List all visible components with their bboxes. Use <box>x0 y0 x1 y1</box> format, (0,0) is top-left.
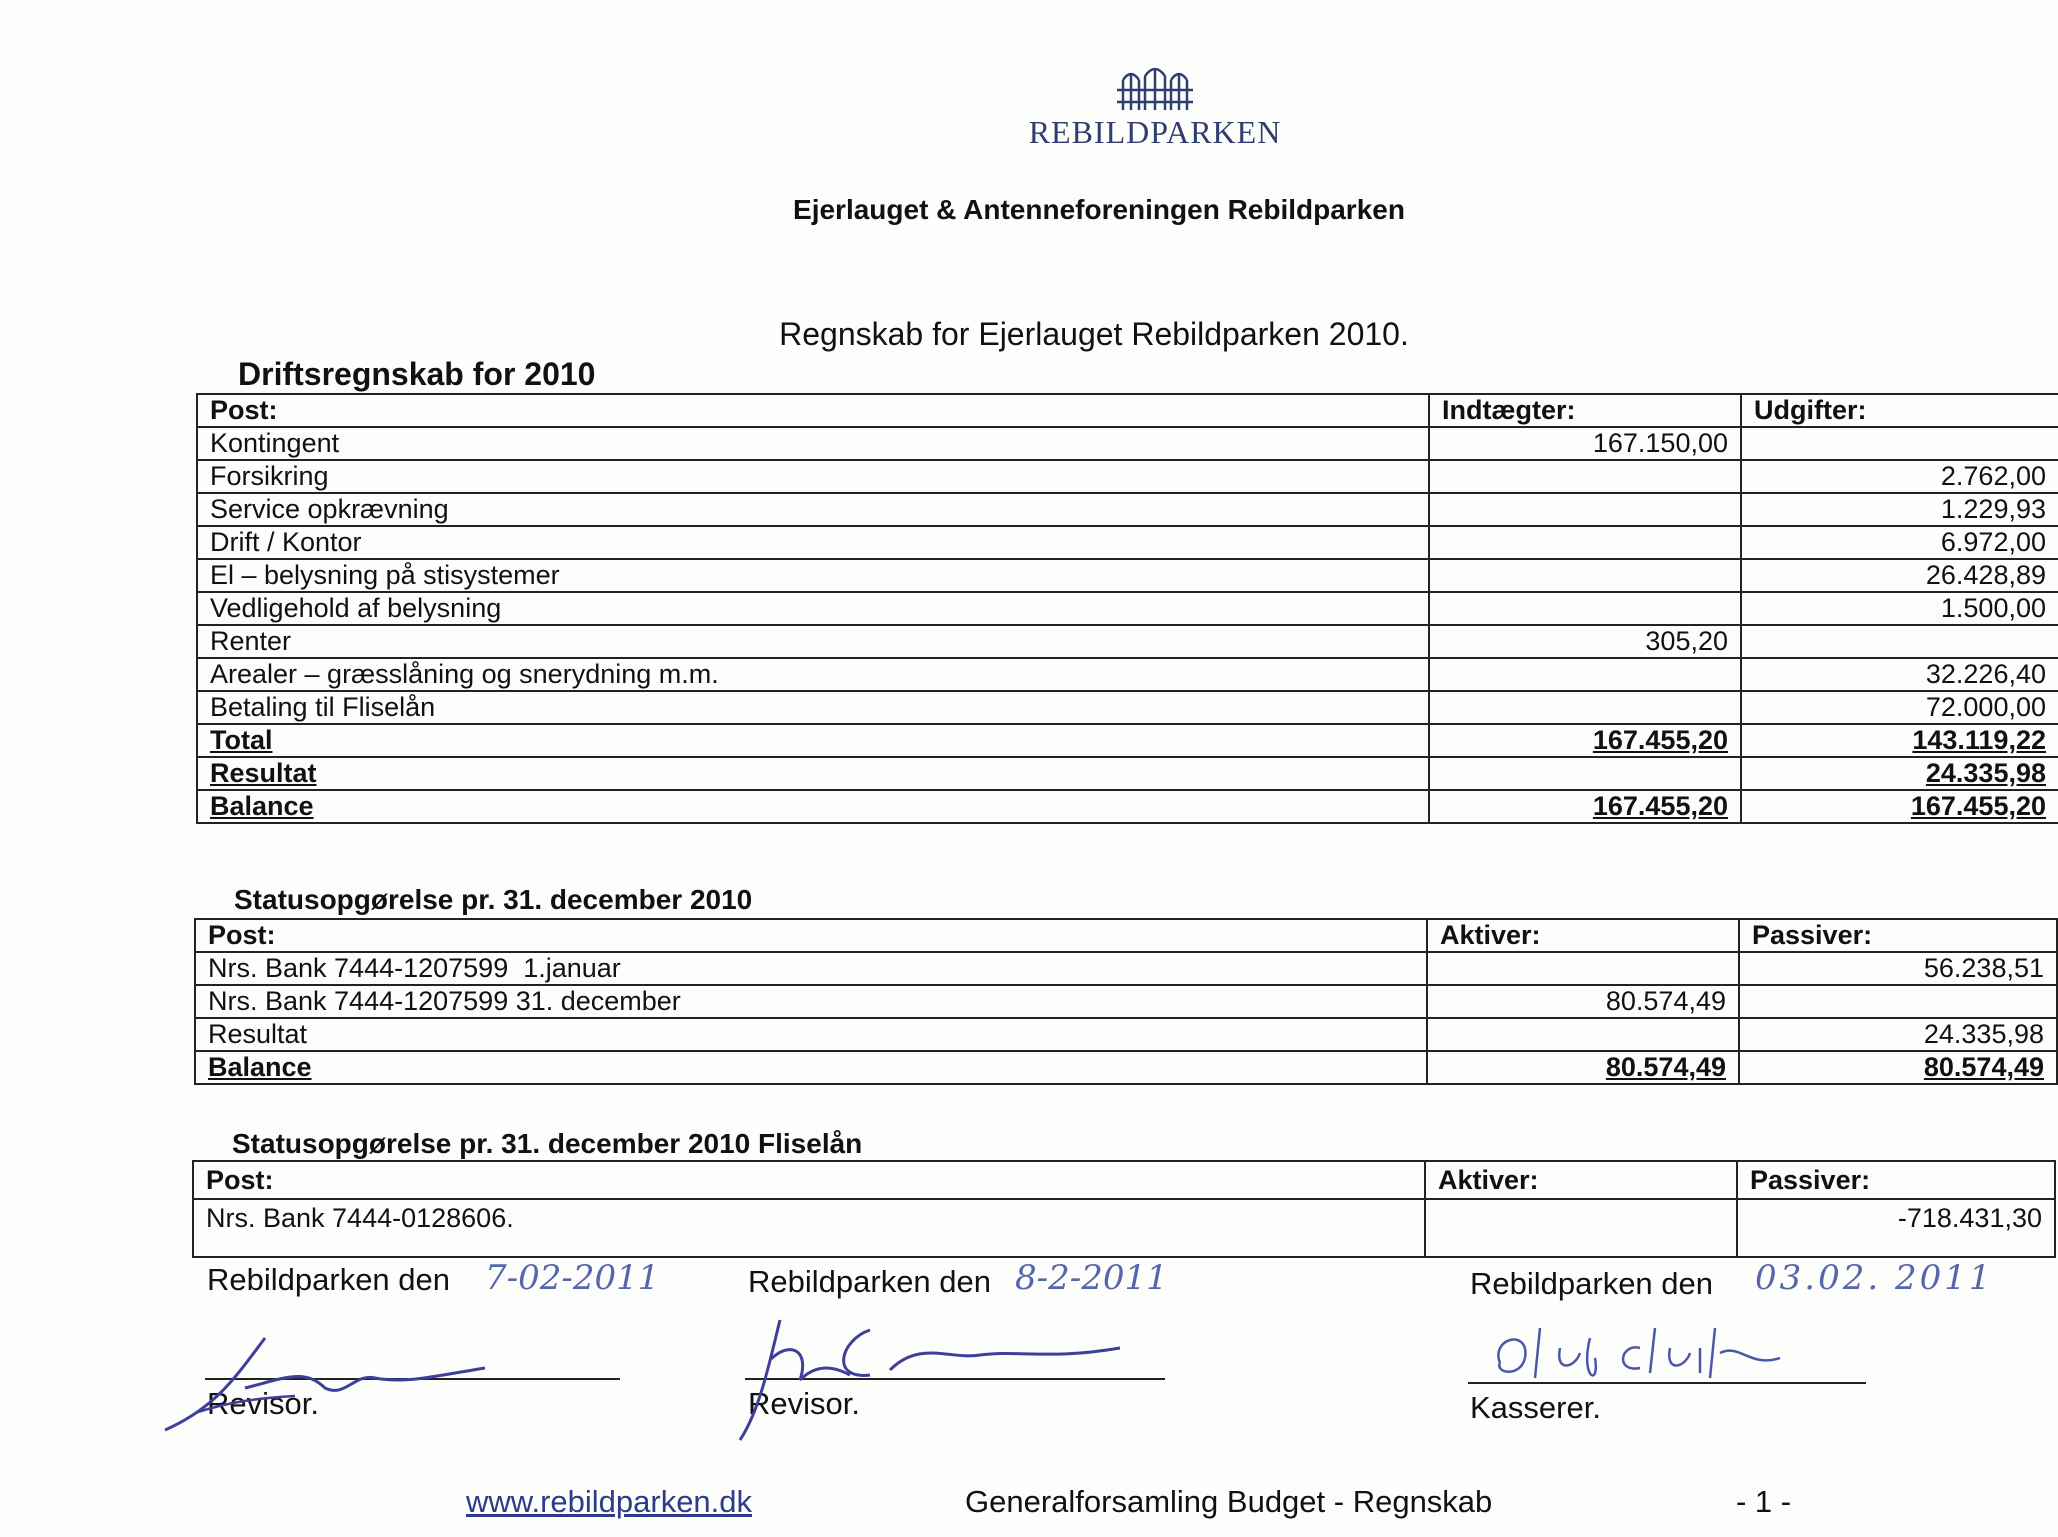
table-row <box>195 985 2057 1018</box>
row-label: Nrs. Bank 7444-1207599 1.januar <box>195 952 1427 985</box>
header-indtaegter: Indtægter: <box>1429 394 1741 427</box>
signature-place-2: Rebildparken den <box>748 1264 992 1299</box>
row-income <box>1429 526 1741 559</box>
header-aktiver: Aktiver: <box>1425 1161 1737 1199</box>
total-income: 167.455,20 <box>1592 725 1728 755</box>
table-row <box>195 952 2057 985</box>
balance-row <box>197 790 2058 823</box>
balance-label: Balance <box>208 1052 312 1082</box>
handwritten-signature-2 <box>720 1300 1140 1450</box>
table-header-row <box>197 394 2058 427</box>
header-post: Post: <box>193 1161 1425 1199</box>
status-table <box>194 918 2058 1085</box>
row-label: Kontingent <box>197 427 1429 460</box>
signature-role-3: Kasserer. <box>1470 1390 1601 1425</box>
status-title: Statusopgørelse pr. 31. december 2010 <box>234 884 753 915</box>
row-expense: 26.428,89 <box>1741 559 2058 592</box>
row-income <box>1429 691 1741 724</box>
row-label: Arealer – græsslåning og snerydning m.m. <box>197 658 1429 691</box>
row-passiver: 24.335,98 <box>1739 1018 2057 1051</box>
header-passiver: Passiver: <box>1739 919 2057 952</box>
document-title: Regnskab for Ejerlauget Rebildparken 2010. <box>779 316 1409 352</box>
row-income <box>1429 658 1741 691</box>
row-expense: 1.500,00 <box>1741 592 2058 625</box>
table-row <box>197 460 2058 493</box>
signature-date-2: 8-2-2011 <box>1015 1258 1168 1298</box>
balance-label: Balance <box>210 791 314 821</box>
table-row <box>197 493 2058 526</box>
header-udgifter: Udgifter: <box>1741 394 2058 427</box>
table-row <box>197 658 2058 691</box>
row-expense: 1.229,93 <box>1741 493 2058 526</box>
balance-expense: 167.455,20 <box>1910 791 2046 821</box>
table-row <box>197 427 2058 460</box>
row-label: Nrs. Bank 7444-1207599 31. december <box>195 985 1427 1018</box>
gate-icon <box>1115 60 1195 114</box>
logo <box>1020 60 1290 151</box>
header-post: Post: <box>195 919 1427 952</box>
row-passiver: -718.431,30 <box>1737 1199 2055 1257</box>
table-header-row <box>195 919 2057 952</box>
table-row <box>197 559 2058 592</box>
row-income <box>1429 460 1741 493</box>
organization-name: Ejerlauget & Antenneforeningen Rebildparken <box>793 194 1405 225</box>
table-header-row <box>193 1161 2055 1199</box>
row-passiver <box>1739 985 2057 1018</box>
row-aktiver <box>1427 1018 1739 1051</box>
row-label: El – belysning på stisystemer <box>197 559 1429 592</box>
resultat-label: Resultat <box>210 758 317 788</box>
table-row <box>197 526 2058 559</box>
row-expense: 72.000,00 <box>1741 691 2058 724</box>
row-expense <box>1741 427 2058 460</box>
row-income <box>1429 559 1741 592</box>
handwritten-signature-1 <box>155 1318 495 1438</box>
balance-aktiver: 80.574,49 <box>1605 1052 1726 1082</box>
row-label: Renter <box>197 625 1429 658</box>
row-expense: 6.972,00 <box>1741 526 2058 559</box>
total-expense: 143.119,22 <box>1912 725 2046 755</box>
row-income: 167.150,00 <box>1429 427 1741 460</box>
row-label: Resultat <box>195 1018 1427 1051</box>
signature-role-1: Revisor. <box>207 1386 319 1421</box>
row-income <box>1429 493 1741 526</box>
signature-place-3: Rebildparken den <box>1470 1266 1714 1301</box>
signature-place-1: Rebildparken den <box>207 1262 451 1297</box>
footer-title: Generalforsamling Budget - Regnskab <box>965 1484 1493 1519</box>
status-fliselaan-table <box>192 1160 2056 1258</box>
row-income <box>1429 592 1741 625</box>
row-aktiver <box>1427 952 1739 985</box>
table-row <box>197 691 2058 724</box>
table-row <box>193 1199 2055 1257</box>
signature-date-1: 7-02-2011 <box>485 1258 660 1298</box>
table-row <box>197 592 2058 625</box>
row-passiver: 56.238,51 <box>1739 952 2057 985</box>
row-aktiver: 80.574,49 <box>1427 985 1739 1018</box>
balance-row <box>195 1051 2057 1084</box>
row-expense <box>1741 625 2058 658</box>
row-label: Service opkrævning <box>197 493 1429 526</box>
row-label: Vedligehold af belysning <box>197 592 1429 625</box>
row-aktiver <box>1425 1199 1737 1257</box>
signature-role-2: Revisor. <box>748 1386 860 1421</box>
table-row <box>197 625 2058 658</box>
resultat-expense: 24.335,98 <box>1925 758 2046 788</box>
driftsregnskab-table <box>196 393 2058 824</box>
header-passiver: Passiver: <box>1737 1161 2055 1199</box>
website-link[interactable]: www.rebildparken.dk <box>466 1484 753 1519</box>
resultat-row <box>197 757 2058 790</box>
row-expense: 2.762,00 <box>1741 460 2058 493</box>
table-row <box>195 1018 2057 1051</box>
row-income: 305,20 <box>1429 625 1741 658</box>
status-fliselaan-title: Statusopgørelse pr. 31. december 2010 Fliselån <box>232 1128 863 1159</box>
row-expense: 32.226,40 <box>1741 658 2058 691</box>
total-row <box>197 724 2058 757</box>
header-post: Post: <box>197 394 1429 427</box>
row-label: Betaling til Fliselån <box>197 691 1429 724</box>
driftsregnskab-title: Driftsregnskab for 2010 <box>238 356 596 392</box>
total-label: Total <box>210 725 273 755</box>
balance-income: 167.455,20 <box>1592 791 1728 821</box>
balance-passiver: 80.574,49 <box>1923 1052 2044 1082</box>
row-label: Forsikring <box>197 460 1429 493</box>
signature-date-3: 03.02. 2011 <box>1755 1258 1994 1298</box>
header-aktiver: Aktiver: <box>1427 919 1739 952</box>
row-label: Nrs. Bank 7444-0128606. <box>193 1199 1425 1257</box>
page-number: - 1 - <box>1736 1484 1792 1519</box>
handwritten-signature-3 <box>1480 1318 1820 1398</box>
row-label: Drift / Kontor <box>197 526 1429 559</box>
logo-text: REBILDPARKEN <box>1028 114 1282 150</box>
